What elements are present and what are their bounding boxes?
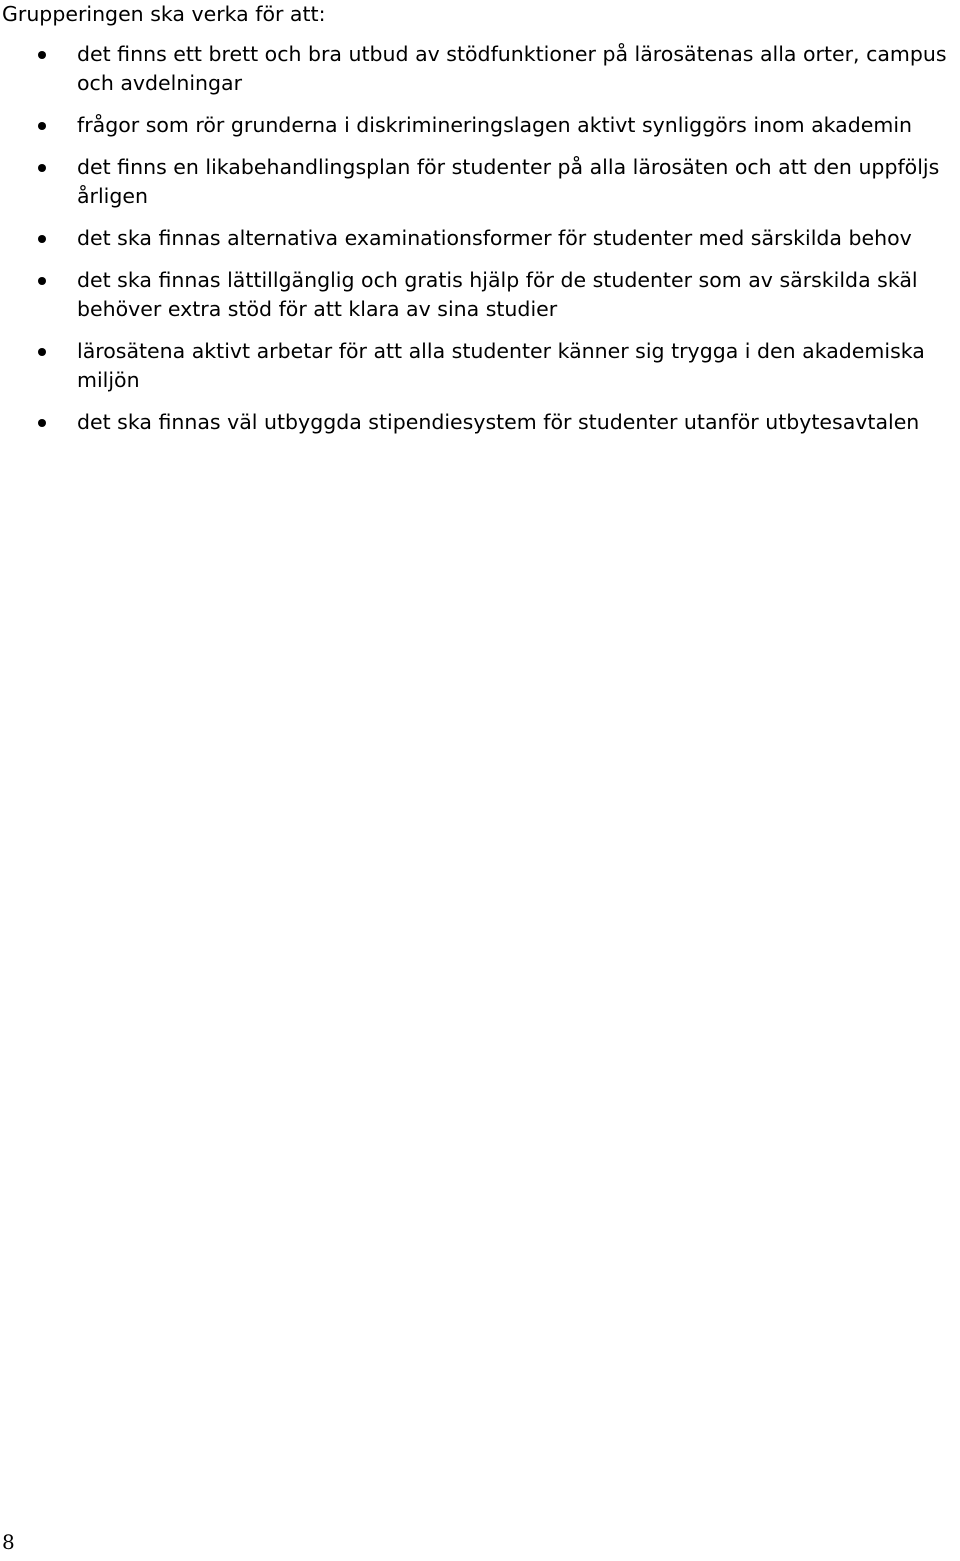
list-item-text: det ska finnas alternativa examinationsformer för studenter med särskilda behov	[77, 226, 912, 250]
list-item	[0, 40, 960, 98]
bullet-icon	[38, 348, 46, 356]
list-item-text: det ska finnas lättillgänglig och gratis hjälp för de studenter som av särskilda skäl behöver extra stöd för att klara av sina studier	[77, 268, 918, 321]
list-item-text: frågor som rör grunderna i diskrimineringslagen aktivt synliggörs inom akademin	[77, 113, 913, 137]
requirements-list	[0, 40, 960, 450]
list-item	[0, 153, 960, 211]
list-item-text: det finns en likabehandlingsplan för studenter på alla lärosäten och att den uppföljs årligen	[77, 155, 940, 208]
list-item	[0, 408, 960, 437]
list-item-text: lärosätena aktivt arbetar för att alla studenter känner sig trygga i den akademiska miljön	[77, 339, 925, 392]
list-item-text: det finns ett brett och bra utbud av stödfunktioner på lärosätenas alla orter, campus och avdelningar	[77, 42, 947, 95]
bullet-icon	[38, 51, 46, 59]
bullet-icon	[38, 164, 46, 172]
list-item	[0, 111, 960, 140]
bullet-icon	[38, 122, 46, 130]
list-item-text: det ska finnas väl utbyggda stipendiesystem för studenter utanför utbytesavtalen	[77, 410, 920, 434]
bullet-icon	[38, 419, 46, 427]
page-number: 8	[2, 1530, 15, 1554]
bullet-icon	[38, 277, 46, 285]
list-item	[0, 266, 960, 324]
bullet-icon	[38, 235, 46, 243]
list-item	[0, 337, 960, 395]
intro-heading: Grupperingen ska verka för att:	[2, 2, 326, 26]
list-item	[0, 224, 960, 253]
